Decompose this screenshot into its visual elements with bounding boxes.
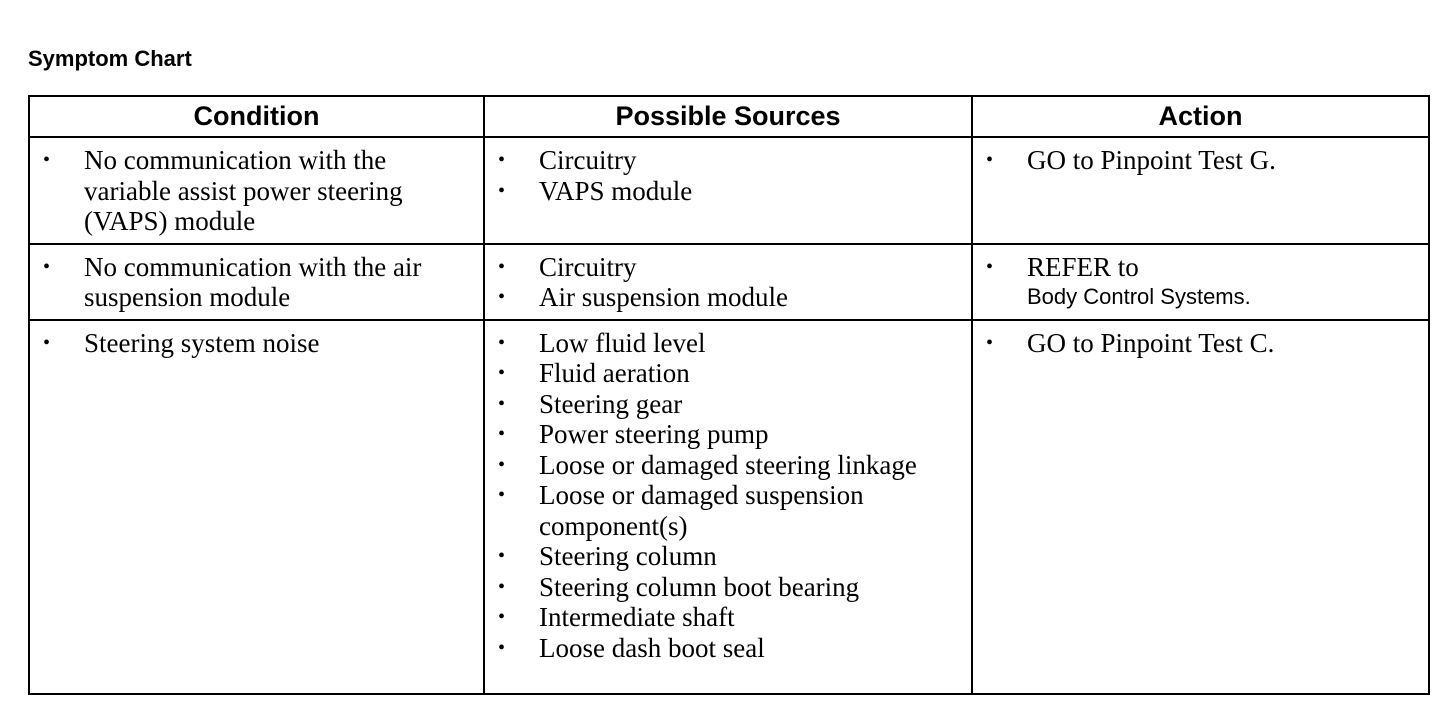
condition-cell: [29, 137, 484, 244]
action-text: REFER to: [1027, 251, 1139, 282]
source-item: • Intermediate shaft: [485, 602, 963, 633]
action-item: • GO to Pinpoint Test C.: [973, 328, 1420, 359]
condition-cell: [29, 244, 484, 320]
action-cell: [972, 137, 1429, 244]
action-reference-link[interactable]: Body Control Systems.: [1027, 284, 1251, 309]
source-item: • Low fluid level: [485, 328, 963, 359]
source-item: • Power steering pump: [485, 419, 963, 450]
condition-item: • No communication with the variable assist power steering (VAPS) module: [30, 145, 475, 237]
action-cell: [972, 244, 1429, 320]
source-item: • Steering gear: [485, 389, 963, 420]
table-row: [29, 137, 1429, 244]
table-row: [29, 244, 1429, 320]
action-item: [973, 252, 1420, 313]
sources-cell: [484, 137, 972, 244]
source-item: • VAPS module: [485, 176, 963, 207]
condition-item: • Steering system noise: [30, 328, 475, 359]
action-cell: [972, 320, 1429, 694]
source-item: • Loose or damaged steering linkage: [485, 450, 963, 481]
symptom-table: [28, 95, 1430, 695]
source-item: • Steering column: [485, 541, 963, 572]
source-item: • Air suspension module: [485, 282, 963, 313]
sources-cell: [484, 244, 972, 320]
source-item: • Loose or damaged suspension component(s): [485, 480, 963, 541]
source-item: • Fluid aeration: [485, 358, 963, 389]
column-header-possible-sources: Possible Sources: [484, 96, 972, 137]
table-row: [29, 320, 1429, 694]
table-header-row: [29, 96, 1429, 137]
page-title: Symptom Chart: [28, 46, 192, 71]
condition-item: • No communication with the air suspension module: [30, 252, 475, 313]
source-item: • Loose dash boot seal: [485, 633, 963, 664]
source-item: • Steering column boot bearing: [485, 572, 963, 603]
sources-cell: [484, 320, 972, 694]
condition-cell: [29, 320, 484, 694]
action-item: • GO to Pinpoint Test G.: [973, 145, 1420, 176]
column-header-condition: Condition: [29, 96, 484, 137]
source-item: • Circuitry: [485, 145, 963, 176]
column-header-action: Action: [972, 96, 1429, 137]
source-item: • Circuitry: [485, 252, 963, 283]
